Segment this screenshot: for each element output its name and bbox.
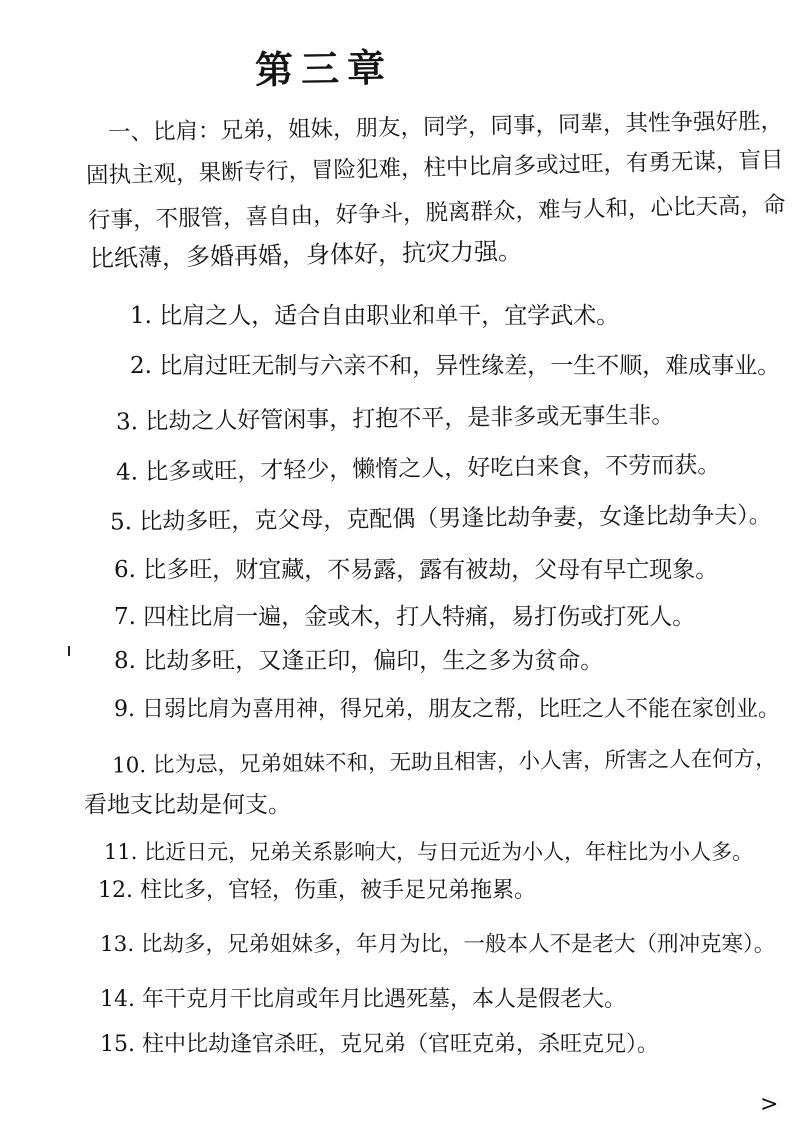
- list-item-12: 12. 柱比多，官轻，伤重，被手足兄弟拖累。: [98, 878, 536, 903]
- list-item-11: 11. 比近日元，兄弟关系影响大，与日元近为小人，年柱比为小人多。: [104, 840, 754, 864]
- list-item-10: 10. 比为忌，兄弟姐妹不和，无助且相害，小人害，所害之人在何方，: [111, 746, 777, 779]
- list-item-6: 6. 比多旺，财宜藏，不易露，露有被劫，父母有早亡现象。: [114, 557, 719, 583]
- list-item-3: 3. 比劫之人好管闲事，打抱不平，是非多或无事生非。: [115, 402, 675, 436]
- intro-line-4: 比纸薄，多婚再婚，身体好，抗灾力强。: [89, 237, 523, 273]
- intro-line-1: 一、比肩：兄弟，姐妹，朋友，同学，同事，同辈，其性争强好胜，: [107, 108, 784, 146]
- list-item-8: 8. 比劫多旺，又逢正印，偏印，生之多为贫命。: [114, 648, 604, 674]
- page-turn-mark: >: [760, 1092, 779, 1117]
- list-item-15: 15. 柱中比劫逢官杀旺，克兄弟（官旺克弟，杀旺克兄）。: [100, 1032, 659, 1057]
- list-item-7: 7. 四柱比肩一遍，金或木，打人特痛，易打伤或打死人。: [114, 604, 696, 630]
- list-item-5: 5. 比劫多旺，克父母，克配偶（男逢比劫争妻，女逢比劫争夫）。: [109, 502, 772, 536]
- list-item-10-continued: 看地支比劫是何支。: [84, 792, 291, 818]
- list-item-14: 14. 年干克月干比肩或年月比遇死墓，本人是假老大。: [100, 987, 626, 1012]
- list-item-13: 13. 比劫多，兄弟姐妹多，年月为比，一般本人不是老大（刑冲克寒）。: [100, 932, 776, 957]
- list-item-1: 1. 比肩之人，适合自由职业和单干，宜学武术。: [130, 303, 620, 329]
- list-item-9: 9. 日弱比肩为喜用神，得兄弟，朋友之帮，比旺之人不能在家创业。: [114, 697, 780, 722]
- stray-pen-mark: [68, 646, 70, 656]
- list-item-4: 4. 比多或旺，才轻少，懒惰之人，好吃白来食，不劳而获。: [115, 452, 721, 486]
- chapter-title: 第三章: [254, 44, 394, 93]
- intro-line-3: 行事，不服管，喜自由，好争斗，脱离群众，难与人和，心比天高，命: [87, 192, 786, 234]
- intro-line-2: 固执主观，果断专行，冒险犯难，柱中比肩多或过旺，有勇无谋，盲目: [85, 147, 784, 189]
- list-item-2: 2. 比肩过旺无制与六亲不和，异性缘差，一生不顺，难成事业。: [130, 353, 781, 379]
